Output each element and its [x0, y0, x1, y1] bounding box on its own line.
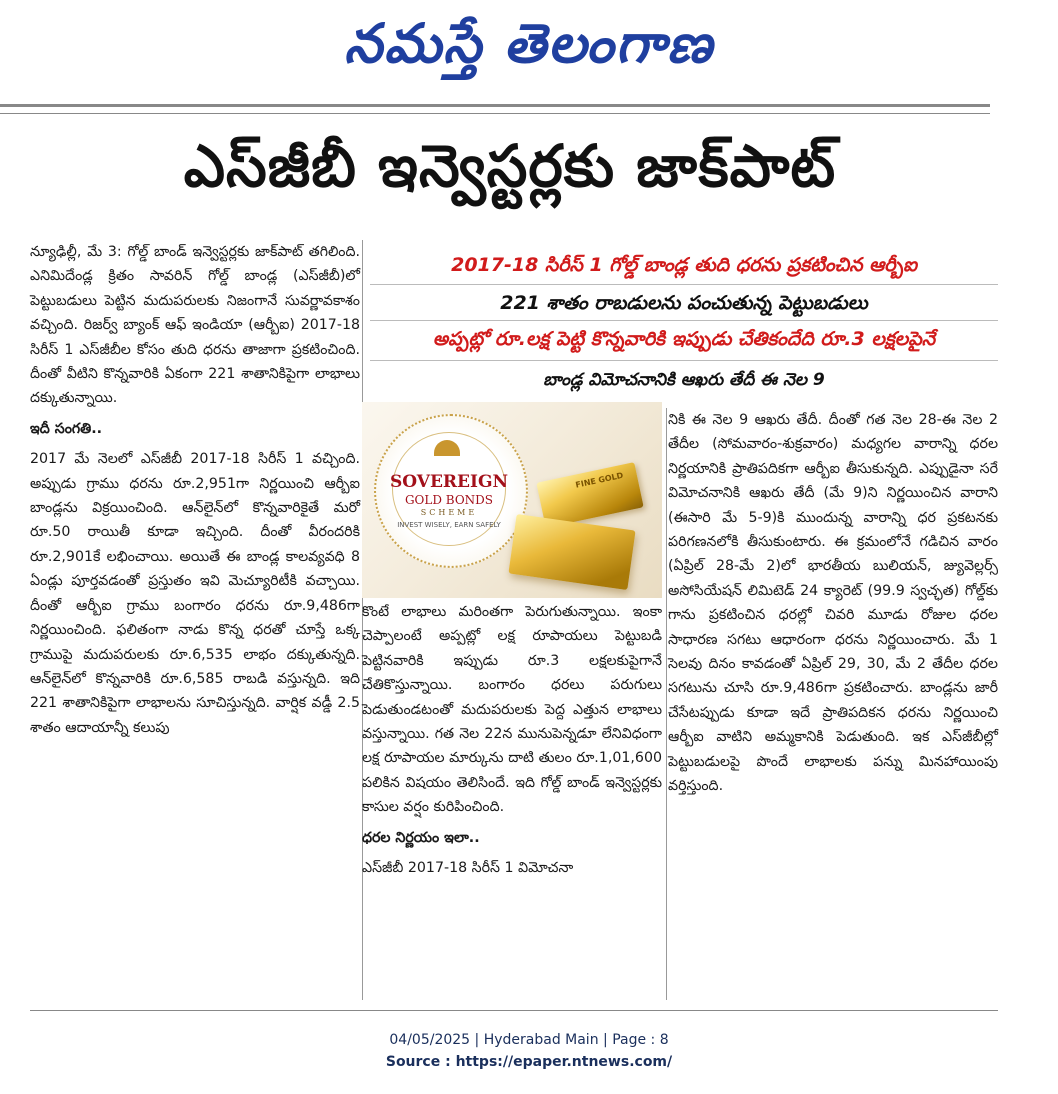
masthead-rule — [0, 104, 990, 114]
deck-line-1: 2017-18 సిరీస్‌ 1 గోల్డ్‌ బాండ్ల తుది ధరను ప్రకటించిన ఆర్బీఐ — [451, 254, 917, 276]
sgb-logo-subtitle: GOLD BONDS — [404, 493, 494, 507]
article-column-2 — [362, 600, 662, 880]
article-column-3 — [668, 408, 998, 799]
article-column-1 — [30, 240, 360, 740]
footer-dateline: 04/05/2025 | Hyderabad Main | Page : 8 — [389, 1032, 669, 1048]
sgb-logo-scheme: SCHEME — [420, 508, 478, 517]
masthead — [0, 4, 1058, 82]
paragraph: ఎస్‌జీబీ 2017-18 సిరీస్‌ 1 విమోచనా — [362, 860, 574, 877]
footer-rule — [30, 1010, 998, 1011]
headline — [30, 118, 990, 214]
gold-bonds-photo — [362, 402, 662, 598]
deck-divider — [370, 284, 998, 285]
deck-line-3: అప్పట్లో రూ.లక్ష పెట్టి కొన్నవారికి ఇప్పుడు చేతికందేది రూ.3 లక్షలపైనే — [432, 328, 936, 350]
deck-line-4: బాండ్ల విమోచనానికి ఆఖరు తేదీ ఈ నెల 9 — [543, 370, 825, 390]
masthead-title: నమస్తే తెలంగాణ — [344, 11, 714, 75]
deck-divider — [370, 360, 998, 361]
gold-bar-label: FINE GOLD — [574, 470, 625, 490]
sgb-logo-title: SOVEREIGN — [389, 472, 509, 492]
paragraph: నికి ఈ నెల 9 ఆఖరు తేదీ. దీంతో గత నెల 28-ఈ నెల 2 తేదీల (సోమవారం-శుక్రవారం) మధ్యగల వారాన్ని ధరల నిర్ణయానికి ప్రాతిపదికగా ఆర్బీఐ తీసుకున్నది. ఎప్పుడైనా సరే విమోచనానికి ఆఖరు తేదీ (మే 9)ని నిర్ణయించిన వారాని (ఈసారి మే 5-9)కి ముందున్న వారాన్ని ధర ప్రకటనకు పరిగణనలోకి తీసుకుంటారు. ఈ క్రమంలోనే గడిచిన వారం (ఏప్రిల్‌ 28-మే 2)లో భారతీయ బులియన్‌, జ్యువెల్లర్స్‌ అసోసియేషన్‌ లిమిటెడ్‌ 24 క్యారెట్‌ (99.9 స్వచ్ఛత) గోల్డ్‌కు గాను ప్రకటించిన ధరల్లో చివరి మూడు రోజుల ధరల సాధారణ సగటు ఆధారంగా ధరను నిర్ణయించారు. మే 1 సెలవు దినం కావడంతో ఏప్రిల్‌ 29, 30, మే 2 తేదీల ధరల సగటును చూసి రూ.9,486గా ప్రకటించారు. బాండ్లను జారీ చేసేటప్పుడు కూడా ఇదే ప్రాతిపదికన ధరను నిర్ణయించి ఆర్బీఐ వాటిని అమ్మకానికి పెడుతుంది. ఇక ఎస్‌జీబీల్లో పెట్టుబడులపై పొందే లాభాలకు పన్ను మినహాయింపు వర్తిస్తుంది. — [668, 412, 998, 795]
paragraph: న్యూఢిల్లీ, మే 3: గోల్డ్‌ బాండ్‌ ఇన్వెస్టర్లకు జాక్‌పాట్‌ తగిలింది. ఎనిమిదేండ్ల క్రితం సావరిన్‌ గోల్డ్‌ బాండ్ల (ఎస్‌జీబీ)లో పెట్టుబడులు పెట్టిన మదుపరులకు నిజంగానే సువర్ణావకాశం వచ్చింది. రిజర్వ్‌ బ్యాంక్‌ ఆఫ్‌ ఇండియా (ఆర్బీఐ) 2017-18 సిరీస్‌ 1 ఎస్‌జీబీల కోసం తుది ధరను తాజాగా ప్రకటించింది. దీంతో వీటిని కొన్నవారికి ఏకంగా 221 శాతానికిపైగా లాభాలు దక్కుతున్నాయి. — [30, 244, 360, 407]
gold-bar-icon — [508, 514, 635, 590]
subheading: ఇదీ సంగతి.. — [30, 420, 103, 437]
sgb-logo-tagline: INVEST WISELY, EARN SAFELY — [397, 521, 501, 529]
column-divider — [666, 408, 667, 1000]
deck-line-2: 221 శాతం రాబడులను పంచుతున్న పెట్టుబడులు — [500, 292, 868, 314]
paragraph: కొంటే లాభాలు మరింతగా పెరుగుతున్నాయి. ఇంకా చెప్పాలంటే అప్పట్లో లక్ష రూపాయలు పెట్టుబడి పెట్టినవారికి ఇప్పుడు రూ.3 లక్షలకుపైగానే చేతికొస్తున్నాయి. బంగారం ధరలు పరుగులు పెడుతుండటంతో మదుపరులకు పెద్ద ఎత్తున లాభాలు వస్తున్నాయి. గత నెల 22న మునుపెన్నడూ లేనివిధంగా లక్ష రూపాయల మార్కును దాటి తులం రూ.1,01,600 పలికిన విషయం తెలిసిందే. ఇది గోల్డ్‌ బాండ్‌ ఇన్వెస్టర్లకు కాసుల వర్షం కురిపించింది. — [362, 604, 662, 816]
paragraph: 2017 మే నెలలో ఎస్‌జీబీ 2017-18 సిరీస్‌ 1 వచ్చింది. అప్పుడు గ్రాము ధరను రూ.2,951గా నిర్ణయించి ఆర్బీఐ బాండ్లను విక్రయించింది. ఆన్‌లైన్‌లో కొన్నవారికైతే మరో రూ.50 రాయితీ కూడా ఇచ్చింది. దీంతో వీరందరికి రూ.2,901కే లభించాయి. అయితే ఈ బాండ్ల కాలవ్యవధి 8 ఏండ్లు పూర్తవడంతో ప్రస్తుతం ఇవి మెచ్యూరిటీకి వచ్చాయి. దీంతో ఆర్బీఐ గ్రాము బంగారం ధరను రూ.9,486గా నిర్ణయించింది. ఫలితంగా నాడు కొన్న ధరతో చూస్తే ఒక్క గ్రాముపై మదుపరులకు రూ.6,535 లాభం దక్కుతున్నది. ఆన్‌లైన్‌లో కొన్నవారికి రూ.6,585 రాబడి వస్తున్నది. ఇది 221 శాతానికిపైగా లాభాలను సూచిస్తున్నది. వార్షిక వడ్డీ 2.5 శాతం ఆదాయాన్నీ కలుపు — [30, 451, 360, 736]
headline-text: ఎస్‌జీబీ ఇన్వెస్టర్లకు జాక్‌పాట్‌ — [183, 132, 837, 200]
footer-source: Source : https://epaper.ntnews.com/ — [385, 1054, 673, 1070]
deck-divider — [370, 320, 998, 321]
subheading: ధరల నిర్ణయం ఇలా.. — [362, 829, 480, 846]
